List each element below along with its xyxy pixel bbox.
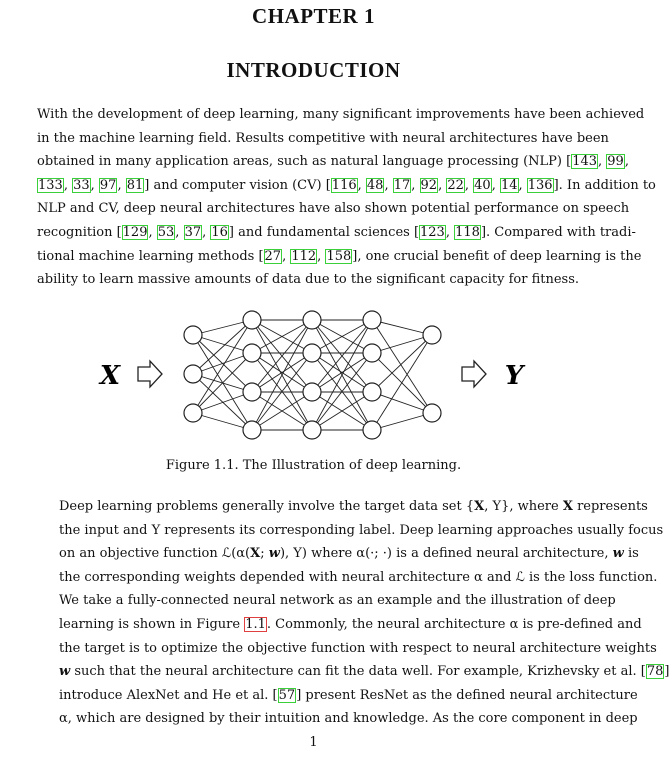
chapter-heading: CHAPTER 1 xyxy=(252,4,375,28)
network-node xyxy=(303,344,321,362)
network-node xyxy=(303,421,321,439)
text-line: We take a fully-connected neural network as an example and the illustration of deep xyxy=(59,593,616,609)
text-line: recognition [129, 53, 37, 16] and fundamental sciences [123, 118]. Compared with tradi- xyxy=(37,224,636,240)
text-line: 133, 33, 97, 81] and computer vision (CV) [116, 48, 17, 92, 22, 40, 14, 136]. In addition to xyxy=(38,177,656,193)
network-node xyxy=(303,383,321,401)
citation-link[interactable]: 92 xyxy=(420,177,438,193)
network-node xyxy=(243,383,261,401)
network-node xyxy=(184,404,202,422)
text-line: With the development of deep learning, many significant improvements have been achieved xyxy=(37,107,645,122)
citation-link[interactable]: 116 xyxy=(331,177,357,193)
citation-link[interactable]: 112 xyxy=(291,248,317,264)
text-line: the input and Y represents its corresponding label. Deep learning approaches usually focus xyxy=(59,522,664,538)
input-arrow-icon xyxy=(138,361,162,387)
figure-reference-link[interactable]: 1.1 xyxy=(245,616,266,632)
network-node xyxy=(184,326,202,344)
text-line: introduce AlexNet and He et al. [57] present ResNet as the defined neural architecture xyxy=(59,687,638,703)
network-node xyxy=(243,421,261,439)
citation-link[interactable]: 97 xyxy=(99,177,117,193)
neural-network-figure xyxy=(80,310,550,450)
network-node xyxy=(363,421,381,439)
citation-link[interactable]: 129 xyxy=(122,224,148,240)
citation-link[interactable]: 16 xyxy=(211,224,228,240)
citation-link[interactable]: 143 xyxy=(572,154,598,170)
citation-link[interactable]: 33 xyxy=(73,177,90,193)
text-line: obtained in many application areas, such as natural language processing (NLP) [143, 99, xyxy=(37,154,629,170)
citation-link[interactable]: 118 xyxy=(455,224,480,240)
citation-link[interactable]: 57 xyxy=(278,687,296,703)
network-node xyxy=(363,311,381,329)
citation-link[interactable]: 99 xyxy=(607,154,624,170)
text-line: tional machine learning methods [27, 112, 158], one crucial benefit of deep learning is the xyxy=(37,248,642,264)
text-line: ability to learn massive amounts of data due to the significant capacity for fitness. xyxy=(37,272,580,288)
network-node xyxy=(243,344,261,362)
citation-link[interactable]: 48 xyxy=(366,177,384,193)
text-line: α, which are designed by their intuition and knowledge. As the core component in deep xyxy=(59,711,638,727)
citation-link[interactable]: 158 xyxy=(326,248,352,264)
citation-link[interactable]: 27 xyxy=(264,248,282,264)
text-line: the target is to optimize the objective function with respect to neural architecture weights xyxy=(59,640,657,656)
network-node xyxy=(363,344,381,362)
network-edges xyxy=(193,320,432,430)
paragraph-intro xyxy=(37,103,656,292)
network-node xyxy=(363,383,381,401)
output-arrow-icon xyxy=(462,361,486,387)
text-line: Deep learning problems generally involve the target data set {X, Y}, where X represents xyxy=(59,499,648,514)
text-line: on an objective function ℒ(α(X; w), Y) where α(·; ·) is a defined neural architecture, w is xyxy=(59,546,639,562)
output-label: Y xyxy=(504,361,524,391)
network-nodes xyxy=(184,311,441,439)
citation-link[interactable]: 17 xyxy=(393,177,411,193)
citation-link[interactable]: 37 xyxy=(184,224,202,240)
citation-link[interactable]: 53 xyxy=(157,224,175,240)
network-node xyxy=(423,326,441,344)
text-line: in the machine learning field. Results competitive with neural architectures have been xyxy=(37,130,609,146)
text-line: the corresponding weights depended with neural architecture α and ℒ is the loss function. xyxy=(59,569,658,585)
citation-link[interactable]: 81 xyxy=(126,177,144,193)
text-line: w such that the neural architecture can fit the data well. For example, Krizhevsky et al. [78] xyxy=(59,664,669,680)
input-label: X xyxy=(99,361,121,391)
network-node xyxy=(303,311,321,329)
text-line: learning is shown in Figure 1.1. Commonly, the neural architecture α is pre-defined and xyxy=(59,616,642,632)
citation-link[interactable]: 22 xyxy=(447,177,464,193)
paragraph-deep-learning xyxy=(37,495,669,731)
text-line: NLP and CV, deep neural architectures have also shown potential performance on speech xyxy=(37,201,630,217)
citation-link[interactable]: 40 xyxy=(474,177,491,193)
figure-caption: Figure 1.1. The Illustration of deep learning. xyxy=(165,458,462,473)
citation-link[interactable]: 14 xyxy=(500,177,518,193)
citation-link[interactable]: 123 xyxy=(420,224,445,240)
citation-link[interactable]: 133 xyxy=(38,177,63,193)
network-node xyxy=(184,365,202,383)
page-number: 1 xyxy=(309,735,318,750)
network-node xyxy=(243,311,261,329)
network-node xyxy=(423,404,441,422)
chapter-title: INTRODUCTION xyxy=(226,58,401,82)
citation-link[interactable]: 136 xyxy=(527,177,553,193)
citation-link[interactable]: 78 xyxy=(646,664,664,680)
